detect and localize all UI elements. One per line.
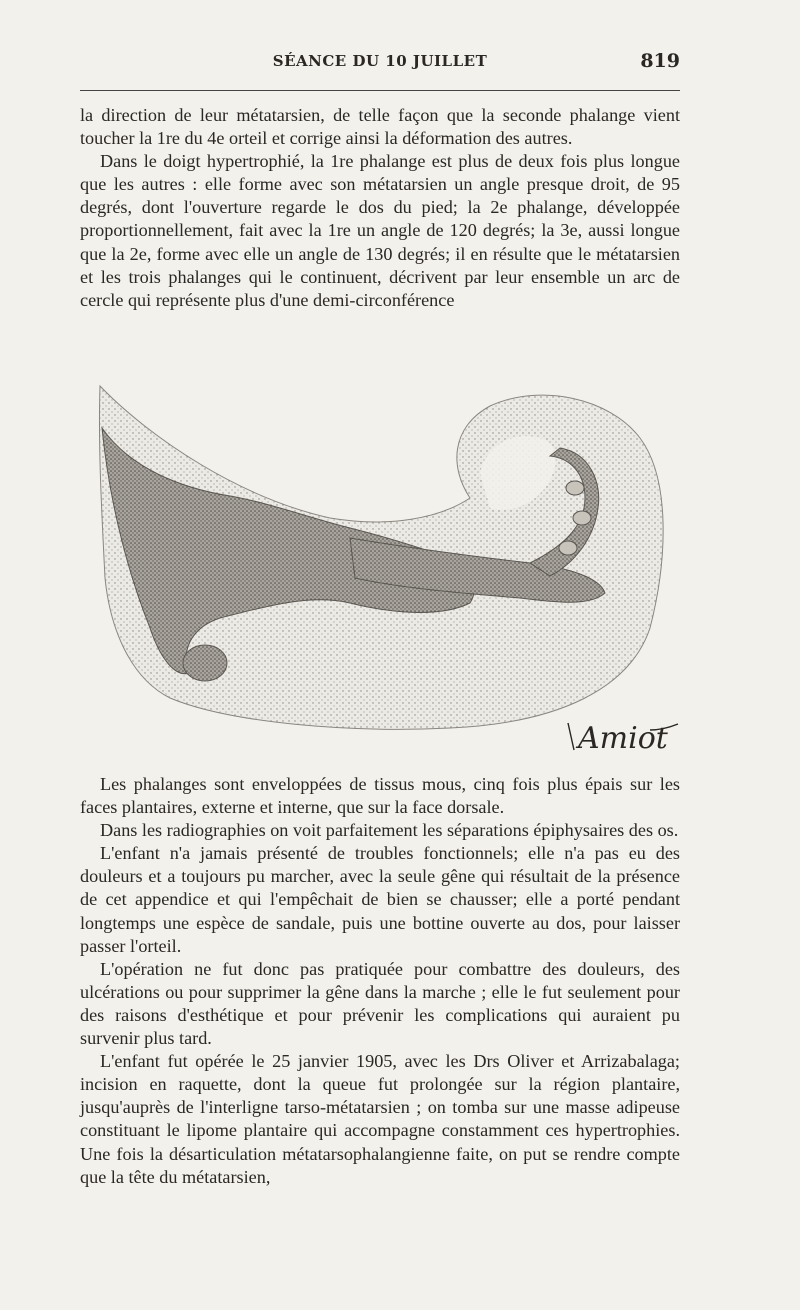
page-header xyxy=(80,52,680,76)
text-block-bottom xyxy=(80,773,680,1189)
heel-bone xyxy=(183,645,227,681)
paragraph: Les phalanges sont enveloppées de tissus mous, cinq fois plus épais sur les faces plantaires, externe et interne, que sur la face dorsale. xyxy=(80,774,680,818)
paragraph: L'opération ne fut donc pas pratiquée pour combattre des douleurs, des ulcérations ou pour supprimer la gêne dans la marche ; elle le fut seulement pour des raisons d'esthétique et pour prévenir les complications qui auraient pu survenir plus tard. xyxy=(80,958,680,1049)
phalanx-joint xyxy=(573,511,591,525)
paragraph: Dans le doigt hypertrophié, la 1re phalange est plus de deux fois plus longue que les autres : elle forme avec son métatarsien un angle presque droit, de 95 degrés, dont l'ouverture regarde le dos du pied; la 2e phalange, développée proportionnellement, fait avec la 1re un angle de 120 degrés; la 3e, aussi longue que la 2e, forme avec elle un angle de 130 degrés; il en résulte que le métatarsien et les trois phalanges qui le continuent, décrivent par leur ensemble un arc de cercle qui représente plus d'une demi-circonférence xyxy=(80,151,680,310)
phalanx-joint xyxy=(566,481,584,495)
foot-radiograph-figure xyxy=(90,378,690,770)
paragraph: L'enfant fut opérée le 25 janvier 1905, avec les Drs Oliver et Arrizabalaga; incision en raquette, dont la queue fut prolongée sur la région plantaire, jusqu'auprès de l'interligne tarso-métatarsien ; on tomba sur une masse adipeuse constituant le lipome plantaire qui accompagne constamment ces hypertrophies. Une fois la désarticulation métatarsophalangienne faite, on put se rendre compte que la tête du métatarsien, xyxy=(80,1051,680,1187)
page-number: 819 xyxy=(640,50,680,72)
running-title: SÉANCE DU 10 JUILLET xyxy=(272,52,488,70)
paragraph: la direction de leur métatarsien, de telle façon que la seconde phalange vient toucher la 1re du 4e orteil et corrige ainsi la déformation des autres. xyxy=(80,105,680,149)
text-block-top xyxy=(80,104,680,312)
paragraph: L'enfant n'a jamais présenté de troubles fonctionnels; elle n'a pas eu des douleurs et a toujours pu marcher, avec la seule gêne qui résultait de la présence de cet appendice et qui l'empêchait de bien se chausser; elle a porté pendant longtemps une espèce de sandale, puis une bottine ouverte au dos, pour laisser passer l'orteil. xyxy=(80,843,680,956)
header-rule xyxy=(80,90,680,91)
paragraph: Dans les radiographies on voit parfaitement les séparations épiphysaires des os. xyxy=(100,820,679,841)
foot-radiograph-drawing xyxy=(90,378,690,770)
artist-signature: Amiot xyxy=(578,721,668,756)
phalanx-joint xyxy=(559,541,577,555)
